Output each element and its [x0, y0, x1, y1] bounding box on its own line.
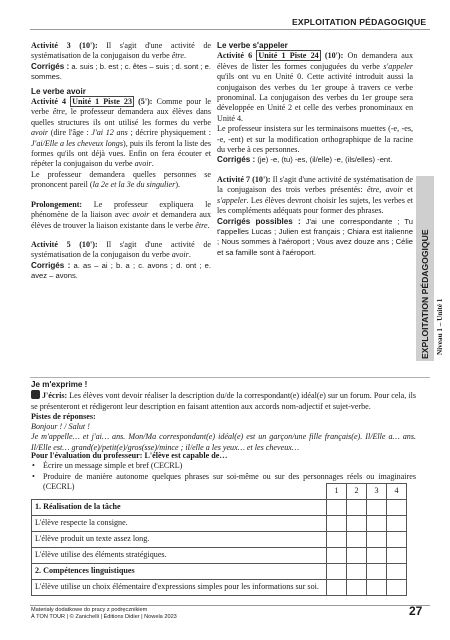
- grid-section-heading: 2. Compétences linguistiques: [32, 564, 327, 580]
- ecris-paragraph: J'écris: Les élèves vont devoir réaliser la description du/de la correspondant(e) idéal(e) sur un forum. Pour cela, ils se présenteront et rédigeront leur description en faisant attention aux accords nom-adjectif et sujet-verbe.: [31, 391, 416, 411]
- scale-header: 3: [367, 484, 387, 500]
- section-heading-avoir: Le verbe avoir: [31, 86, 86, 96]
- audio-track-badge: Unité 1 Piste 23: [72, 97, 133, 107]
- list-item: • Produire de manière autonome quelques phrases sur soi-même ou sur des personnages réels ou imaginaires (CECRL): [31, 472, 416, 493]
- footer-divider: [30, 605, 430, 606]
- table-row: [32, 484, 407, 500]
- activity-3: Activité 3 (10'): Il s'agit d'une activité de systématisation de la conjugaison du verbe être. Corrigés : a. suis ; b. est ; c. êtes – suis ; d. sont ; e. sommes.: [31, 41, 211, 82]
- list-item: • Écrire un message simple et bref (CECRL): [31, 461, 416, 471]
- grid-criterion: L'élève utilise un choix élémentaire d'expressions simples pour les informations sur soi.: [32, 580, 327, 596]
- activity-7: Activité 7 (10'): Il s'agit d'une activité de systématisation de la conjugaison des trois verbes présentés: être, avoir et s'appeler. Les élèves devront choisir les sujets, les verbes et les compléments adéquats pour former des phrases. Corrigés possibles : J'ai une correspondante ; Tu t'appelles Lucas ; Julien est français ; Chiara est italienne ; Nous sommes à l'aéroport ; Vous avez douze ans ; Célie et sa famille sont à l'aéroport.: [217, 174, 414, 257]
- grid-section-heading: 1. Réalisation de la tâche: [32, 500, 327, 516]
- pistes-line-2: Je m'appelle… et j'ai… ans. Mon/Ma correspondant(e) idéal(e) est un garçon/une fille français(e). Il/Elle a… ans. Il/Elle est… grand(e)/petit(e)/gros(sse)/mince ; il/elle a les yeux… et les cheveux…: [31, 432, 416, 452]
- table-row: [32, 580, 407, 596]
- evaluation-grid: [31, 483, 407, 596]
- expression-section: [31, 380, 416, 453]
- right-column: [217, 41, 413, 262]
- prolongement: Prolongement: Le professeur expliquera le phénomène de la liaison avec avoir et demandera aux élèves de trouver la liaison existante dans le verbe être.: [31, 199, 211, 230]
- table-row: [32, 516, 407, 532]
- table-row: [32, 532, 407, 548]
- section-heading-sappeler: Le verbe s'appeler: [217, 41, 288, 50]
- grid-criterion: L'élève utilise des éléments stratégiques.: [32, 548, 327, 564]
- pistes-label: Pistes de réponses:: [31, 411, 96, 421]
- grid-criterion: L'élève produit un texte assez long.: [32, 532, 327, 548]
- scale-header: 4: [387, 484, 407, 500]
- pencil-icon: [31, 390, 40, 399]
- pistes-line-1: Bonjour ! / Salut !: [31, 422, 90, 432]
- section-divider: [30, 377, 430, 378]
- side-tab-label: EXPLOITATION PÉDAGOGIQUE: [420, 229, 430, 359]
- section-heading-exprime: Je m'exprime !: [31, 380, 88, 389]
- activity-4: Activité 4 Unité 1 Piste 23 (5'): Comme pour le verbe être, le professeur demandera aux élèves dans quelles structures ils ont utilisé les formes du verbe avoir (dire l'âge : J'ai 12 ans ; décrire physiquement : J'ai/Elle a les cheveux longs), puis ils feront la liste des formes qu'ils ont déjà vues. Enfin on fera écouter et répéter la conjugaison du verbe avoir. Le professeur demandera quelles personnes se prononcent pareil (la 2e et la 3e du singulier).: [31, 97, 212, 190]
- audio-track-badge: Unité 1 Piste 24: [258, 51, 319, 61]
- header-divider: [30, 29, 430, 30]
- page-header-title: EXPLOITATION PÉDAGOGIQUE: [292, 17, 427, 27]
- side-tab-sublabel: Niveau 1 – Unité 1: [436, 298, 444, 355]
- activity-5: Activité 5 (10'): Il s'agit d'une activité de systématisation de la conjugaison du verbe avoir. Corrigés : a. as – ai ; b. a ; c. avons ; d. ont ; e. avez – avons.: [31, 239, 211, 281]
- left-column: [31, 41, 211, 286]
- footer-credits: Materiały dodatkowe do pracy z podręcznikiem À TON TOUR | © Zanichelli | Éditions Didier | Nowela 2023: [31, 607, 177, 620]
- page-number: 27: [409, 604, 423, 618]
- table-row: [32, 500, 407, 516]
- grid-criterion: L'élève respecte la consigne.: [32, 516, 327, 532]
- table-row: [32, 564, 407, 580]
- scale-header: 2: [347, 484, 367, 500]
- table-row: [32, 548, 407, 564]
- activity-6: Activité 6 Unité 1 Piste 24 (10'): On demandera aux élèves de lister les formes conjuguées du verbe s'appeler qu'ils ont vu en Unité 0. Cette activité introduit aussi la conjugaison des verbes du 1er groupe à travers ce verbe pronominal. La conjugaison des verbes du 1er groupe sera développée en Unité 2 et celle des verbes pronominaux en Unité 4. Le professeur insistera sur les terminaisons muettes (-e, -es, -e, -ent) et sur la modification orthographique de la racine du verbe à ces personnes. Corrigés : (je) -e, (tu) -es, (il/elle) -e, (ils/elles) -ent.: [217, 51, 413, 165]
- evaluation-intro: Pour l'évaluation du professeur: L'élève est capable de…: [31, 451, 228, 460]
- scale-header: 1: [327, 484, 347, 500]
